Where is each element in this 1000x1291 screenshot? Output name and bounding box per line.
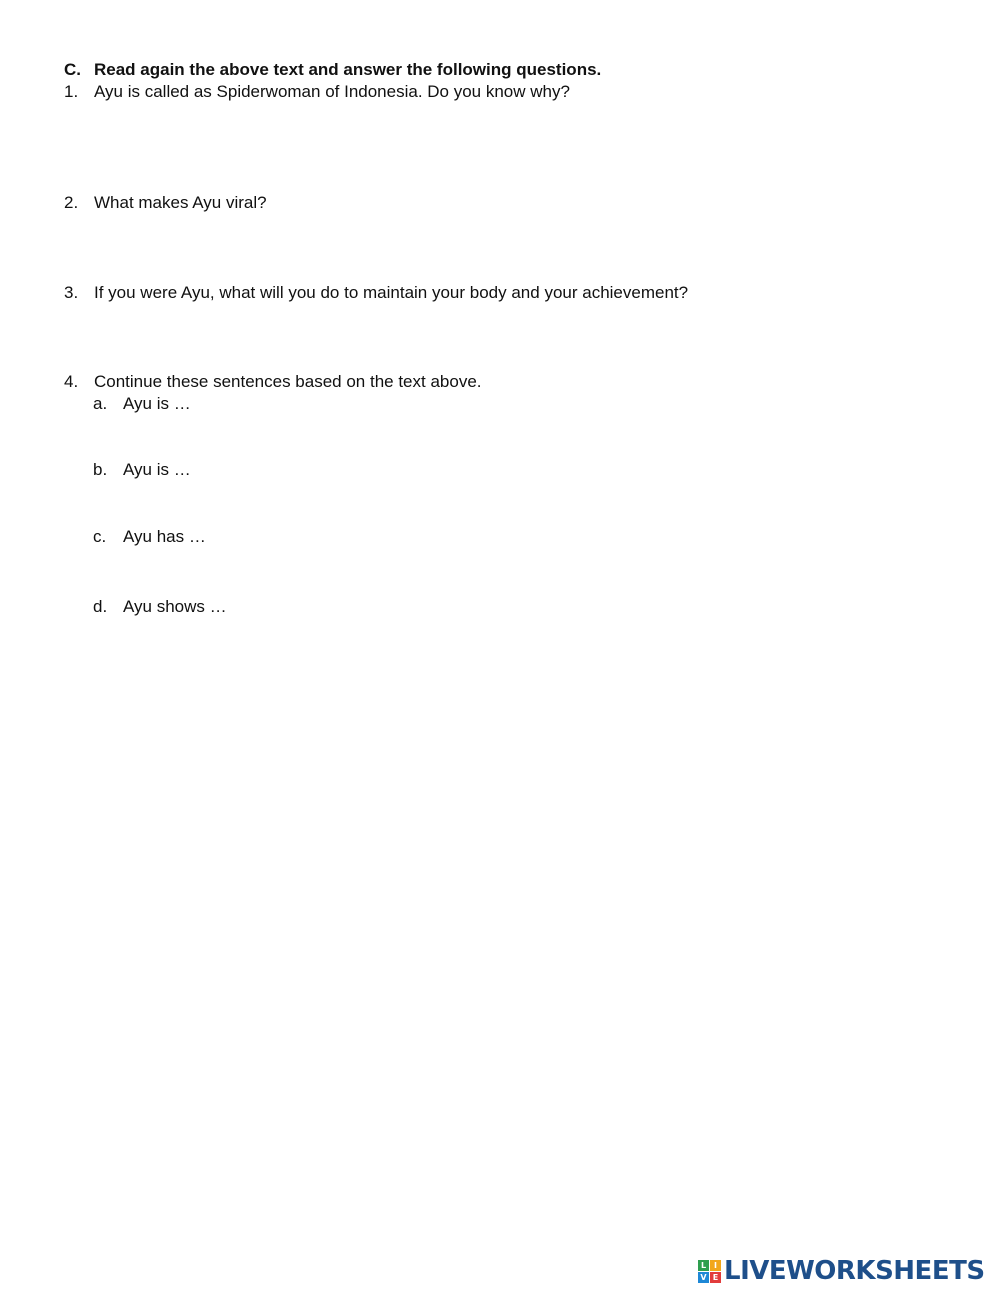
- question-number: 3.: [64, 283, 79, 302]
- question-text: If you were Ayu, what will you do to maintain your body and your achievement?: [94, 283, 689, 302]
- question-text: Ayu is called as Spiderwoman of Indonesia. Do you know why?: [94, 82, 570, 101]
- sub-item-letter: a.: [93, 394, 108, 413]
- logo-blocks: [698, 1260, 721, 1283]
- question-number: 1.: [64, 82, 79, 101]
- question-text: What makes Ayu viral?: [94, 193, 267, 212]
- section-letter: C.: [64, 60, 81, 79]
- sub-item-text: Ayu is …: [123, 394, 191, 413]
- section-title: Read again the above text and answer the following questions.: [94, 60, 602, 79]
- sub-item-letter: b.: [93, 460, 108, 479]
- sub-item-text: Ayu has …: [123, 527, 206, 546]
- logo-wordmark: LIVEWORKSHEETS: [724, 1256, 985, 1286]
- question-number: 2.: [64, 193, 79, 212]
- logo-block-i: I: [710, 1260, 721, 1271]
- logo-block-v: V: [698, 1272, 709, 1283]
- liveworksheets-logo: [698, 1256, 985, 1286]
- question-number: 4.: [64, 372, 79, 391]
- sub-item-text: Ayu is …: [123, 460, 191, 479]
- logo-block-e: E: [710, 1272, 721, 1283]
- question-text: Continue these sentences based on the text above.: [94, 372, 482, 391]
- sub-item-letter: c.: [93, 527, 107, 546]
- sub-item-letter: d.: [93, 597, 108, 616]
- logo-block-l: L: [698, 1260, 709, 1271]
- sub-item-text: Ayu shows …: [123, 597, 227, 616]
